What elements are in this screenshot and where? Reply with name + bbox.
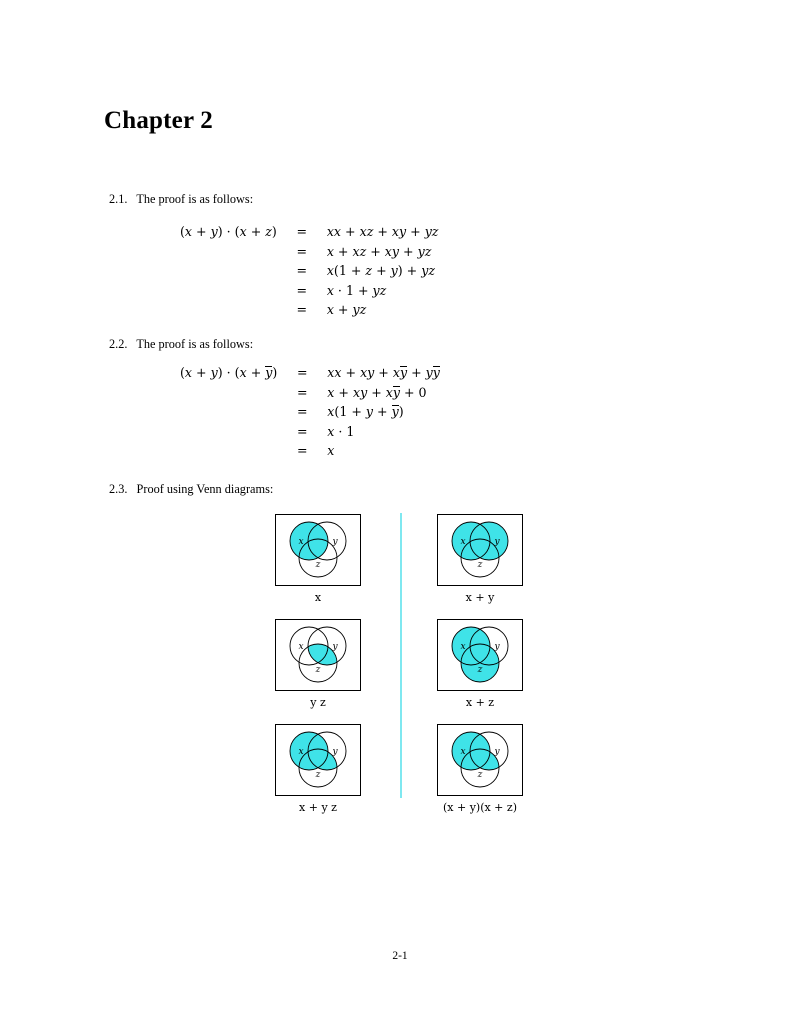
circle-label-x: x xyxy=(298,747,304,757)
derivation-table-2-1 xyxy=(180,222,438,320)
problem-prompt-2-2 xyxy=(109,337,253,352)
derivation-row xyxy=(180,300,438,320)
venn-diagram-x-plus-y xyxy=(437,514,523,604)
derivation-2-2 xyxy=(180,363,620,461)
venn-svg xyxy=(438,725,521,794)
venn-diagram-x-plus-yz xyxy=(275,724,361,814)
derivation-row xyxy=(180,261,438,281)
circle-label-z: z xyxy=(315,560,321,570)
circle-label-z: z xyxy=(477,560,483,570)
problem-number-2-1: 2.1. xyxy=(109,192,128,206)
venn-box xyxy=(275,514,361,586)
venn-svg xyxy=(438,515,521,584)
derivation-step: x + yz xyxy=(326,302,367,318)
problem-prompt-2-1 xyxy=(109,192,253,207)
derivation-row xyxy=(180,363,440,383)
circle-label-z: z xyxy=(477,770,483,780)
derivation-relation: = xyxy=(297,384,308,400)
derivation-row xyxy=(180,441,440,461)
venn-box xyxy=(275,619,361,691)
derivation-relation: = xyxy=(296,282,308,298)
circle-label-y: y xyxy=(332,747,338,757)
venn-caption: x xyxy=(314,591,322,604)
derivation-step: x(1 + z + y) + yz xyxy=(326,263,435,279)
problem-text-2-1: The proof is as follows: xyxy=(136,192,254,206)
venn-svg xyxy=(438,620,521,689)
circle-label-y: y xyxy=(494,537,500,547)
venn-diagram-x xyxy=(275,514,361,604)
circle-label-x: x xyxy=(298,642,304,652)
venn-diagram-x-plus-z xyxy=(437,619,523,709)
page-title: Chapter 2 xyxy=(104,107,213,134)
problem-number-2-3: 2.3. xyxy=(109,482,128,496)
derivation-step: x xyxy=(327,443,335,459)
derivation-2-1 xyxy=(180,222,620,320)
circle-label-y: y xyxy=(332,642,338,652)
derivation-lhs: (x + y) · (x + z) xyxy=(180,224,277,239)
venn-box xyxy=(437,514,523,586)
circle-label-y: y xyxy=(332,537,338,547)
venn-box xyxy=(275,724,361,796)
venn-caption: x + z xyxy=(465,696,495,709)
circle-label-z: z xyxy=(315,665,321,675)
derivation-step: xx + xy + xy + yy xyxy=(327,365,440,380)
venn-diagram-product xyxy=(437,724,523,814)
derivation-row xyxy=(180,281,438,301)
circle-label-y: y xyxy=(494,747,500,757)
page-footer: 2-1 xyxy=(392,950,408,962)
venn-caption: x + y xyxy=(465,591,495,604)
circle-label-y: y xyxy=(494,642,500,652)
derivation-row xyxy=(180,242,438,262)
derivation-relation: = xyxy=(297,443,308,459)
derivation-row xyxy=(180,422,440,442)
circle-label-x: x xyxy=(460,642,466,652)
circle-label-z: z xyxy=(315,770,321,780)
venn-box xyxy=(437,724,523,796)
derivation-relation: = xyxy=(297,365,308,380)
derivation-row xyxy=(180,222,438,242)
venn-diagram-y-z xyxy=(275,619,361,709)
derivation-relation: = xyxy=(296,243,308,259)
derivation-step: x · 1 + yz xyxy=(326,282,387,298)
derivation-row xyxy=(180,383,440,403)
venn-svg xyxy=(276,620,359,689)
derivation-table-2-2 xyxy=(180,363,440,461)
circle-label-z: z xyxy=(477,665,483,675)
problem-number-2-2: 2.2. xyxy=(109,337,128,351)
derivation-row xyxy=(180,402,440,422)
venn-svg xyxy=(276,515,359,584)
venn-caption: x + y z xyxy=(299,801,337,814)
derivation-relation: = xyxy=(296,302,308,318)
derivation-relation: = xyxy=(297,423,308,439)
derivation-step: x · 1 xyxy=(327,423,355,439)
derivation-lhs: (x + y) · (x + y) xyxy=(180,365,278,380)
circle-label-x: x xyxy=(460,747,466,757)
venn-svg xyxy=(276,725,359,794)
circle-label-x: x xyxy=(298,537,304,547)
derivation-relation: = xyxy=(296,224,308,239)
venn-box xyxy=(437,619,523,691)
problem-prompt-2-3 xyxy=(109,482,273,497)
derivation-step: xx + xz + xy + yz xyxy=(326,224,439,239)
derivation-step: x(1 + y + y) xyxy=(327,404,404,420)
venn-caption: (x + y)(x + z) xyxy=(442,801,517,814)
derivation-step: x + xz + xy + yz xyxy=(326,243,432,259)
problem-text-2-3: Proof using Venn diagrams: xyxy=(136,482,274,496)
column-divider xyxy=(400,513,402,798)
circle-label-x: x xyxy=(460,537,466,547)
derivation-relation: = xyxy=(297,404,308,420)
venn-caption: y z xyxy=(310,696,326,709)
derivation-relation: = xyxy=(296,263,308,279)
problem-text-2-2: The proof is as follows: xyxy=(136,337,254,351)
derivation-step: x + xy + xy + 0 xyxy=(327,384,427,400)
